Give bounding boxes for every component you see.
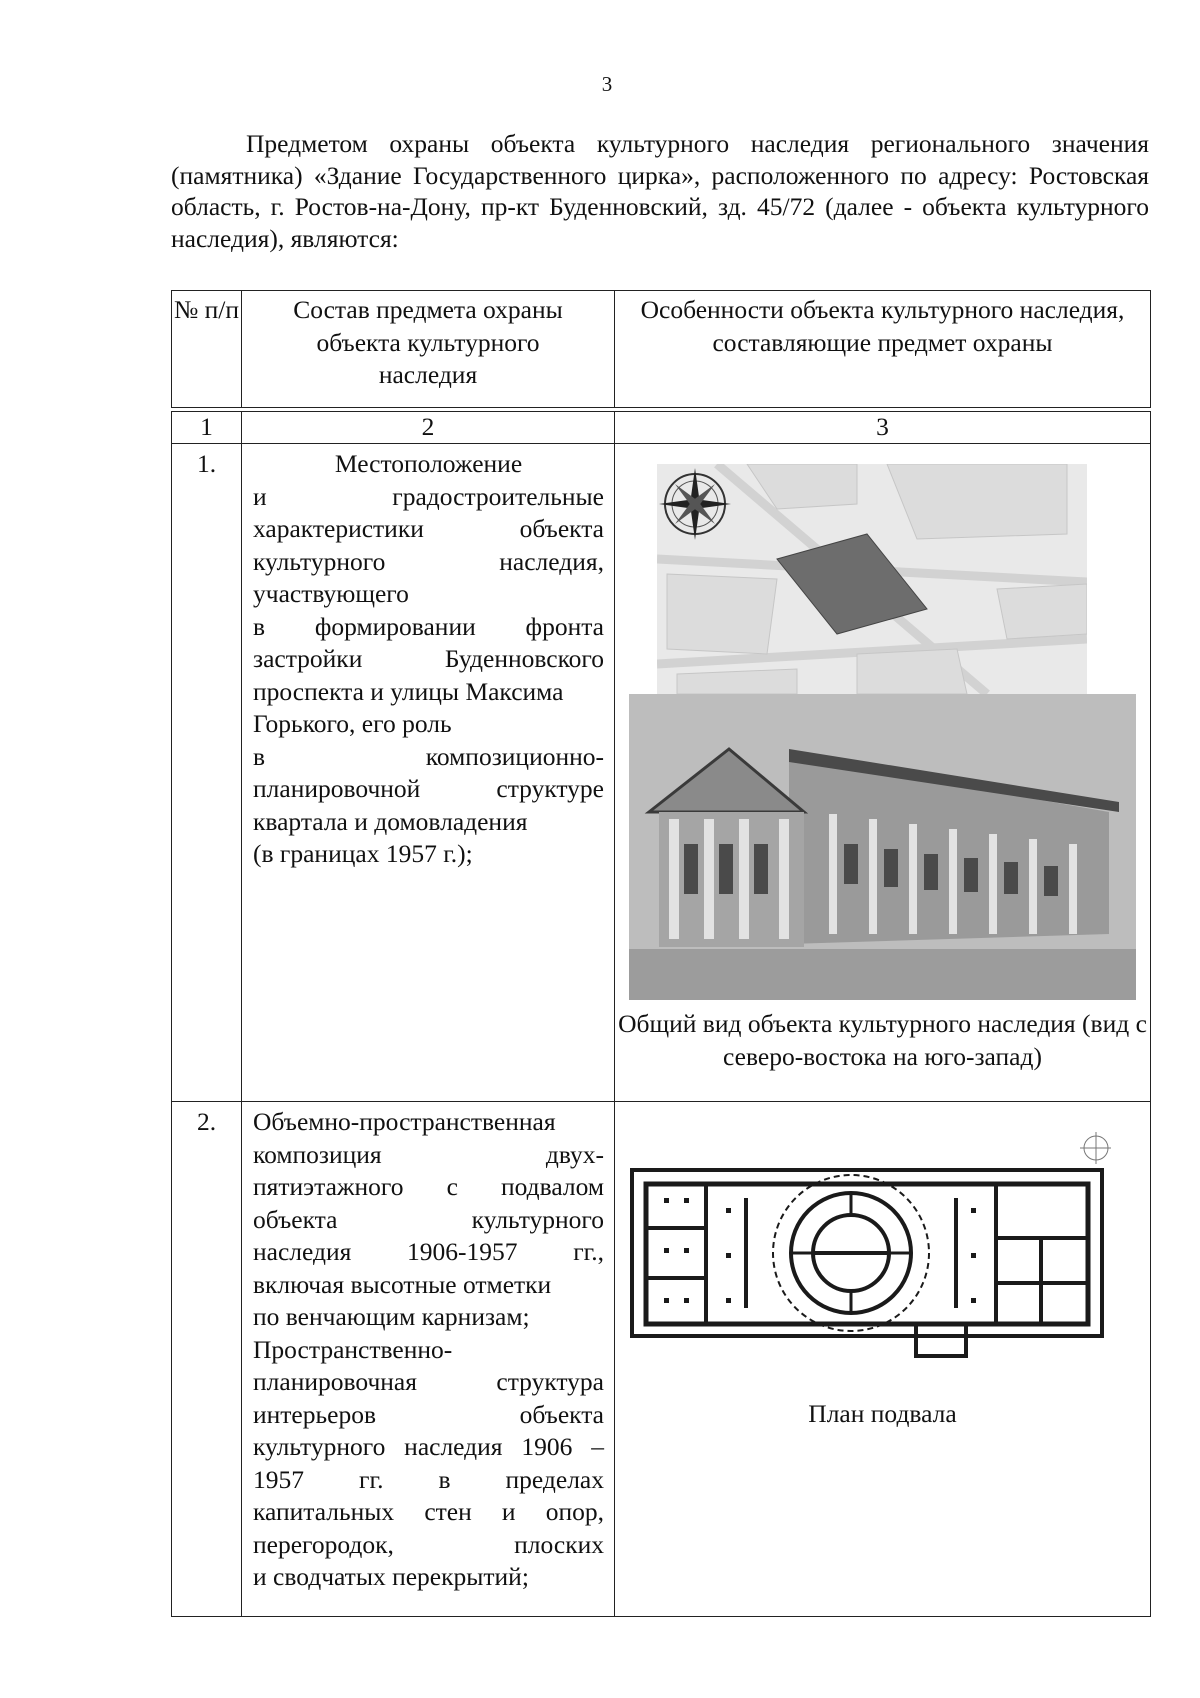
features-cell — [615, 1102, 1151, 1617]
composition-line: пятиэтажного с подвалом — [253, 1172, 604, 1201]
protection-table — [171, 411, 1151, 1617]
composition-line: проспекта и улицы Максима — [253, 676, 564, 706]
composition-line: Местоположение — [334, 449, 523, 478]
header-features: Особенности объекта культурного наследия, составляющие предмет охраны — [615, 291, 1151, 408]
composition-line: (в границах 1957 г.); — [253, 839, 473, 868]
composition-line: в формировании фронта — [253, 611, 604, 641]
composition-line: квартала и домовладения — [253, 806, 528, 836]
basement-plan-image — [626, 1128, 1111, 1378]
column-number-3: 3 — [615, 412, 1151, 444]
composition-line: культурного наследия 1906 – — [253, 1432, 604, 1461]
composition-line: характеристики объекта — [253, 514, 604, 543]
composition-line: 1957 гг. в пределах — [253, 1464, 604, 1494]
plan-caption: План подвала — [808, 1399, 957, 1428]
composition-line: участвующего — [253, 579, 409, 608]
composition-line: и градостроительные — [253, 481, 604, 511]
composition-line: планировочной структуре — [253, 774, 604, 803]
composition-line: капитальных стен и опор, — [253, 1497, 604, 1526]
features-cell — [615, 444, 1151, 1102]
composition-line: включая высотные отметки — [253, 1269, 552, 1299]
photo-ground — [629, 949, 1136, 1000]
photo-caption: Общий вид объекта культурного наследия (вид с северо-востока на юго-запад) — [618, 1009, 1147, 1071]
column-number-row — [172, 412, 1151, 444]
composition-line: в композиционно- — [253, 741, 604, 771]
composition-line: застройки Буденновского — [253, 644, 604, 673]
composition-line: интерьеров объекта — [253, 1399, 604, 1429]
composition-line: по венчающим карнизам; — [253, 1302, 530, 1331]
table-row — [172, 444, 1151, 1102]
header-number: № п/п — [172, 291, 242, 408]
composition-line: планировочная структура — [253, 1367, 604, 1396]
header-table — [171, 290, 1151, 408]
composition-line: Пространственно- — [253, 1334, 453, 1364]
composition-line: объекта культурного — [253, 1204, 604, 1234]
composition-line: и сводчатых перекрытий; — [253, 1562, 529, 1591]
composition-line: композиция двух- — [253, 1139, 604, 1169]
row-number: 1. — [172, 444, 242, 1102]
page-number: 3 — [601, 72, 613, 96]
composition-line: Горького, его роль — [253, 709, 452, 738]
composition-cell — [242, 1102, 615, 1617]
composition-line: культурного наследия, — [253, 546, 604, 576]
building-photo-image — [629, 694, 1136, 1000]
composition-cell — [242, 444, 615, 1102]
header-composition: Состав предмета охраны объекта культурного наследия — [242, 291, 615, 408]
table-row — [172, 1102, 1151, 1617]
intro-paragraph: Предметом охраны объекта культурного наследия регионального значения (памятника) «Здание Государственного цирка», расположенного по адресу: Ростовская область, г. Ростов-на-Дону, пр-кт Буденновский, зд. 45/72 (далее - объекта культурного наследия), являются: — [171, 129, 1149, 253]
column-number-2: 2 — [242, 412, 615, 444]
composition-line: наследия 1906-1957 гг., — [253, 1237, 604, 1266]
site-map-image — [657, 464, 1087, 694]
row-number: 2. — [172, 1102, 242, 1617]
column-number-1: 1 — [172, 412, 242, 444]
composition-line: Объемно-пространственная — [253, 1107, 556, 1136]
composition-line: перегородок, плоских — [253, 1529, 604, 1559]
